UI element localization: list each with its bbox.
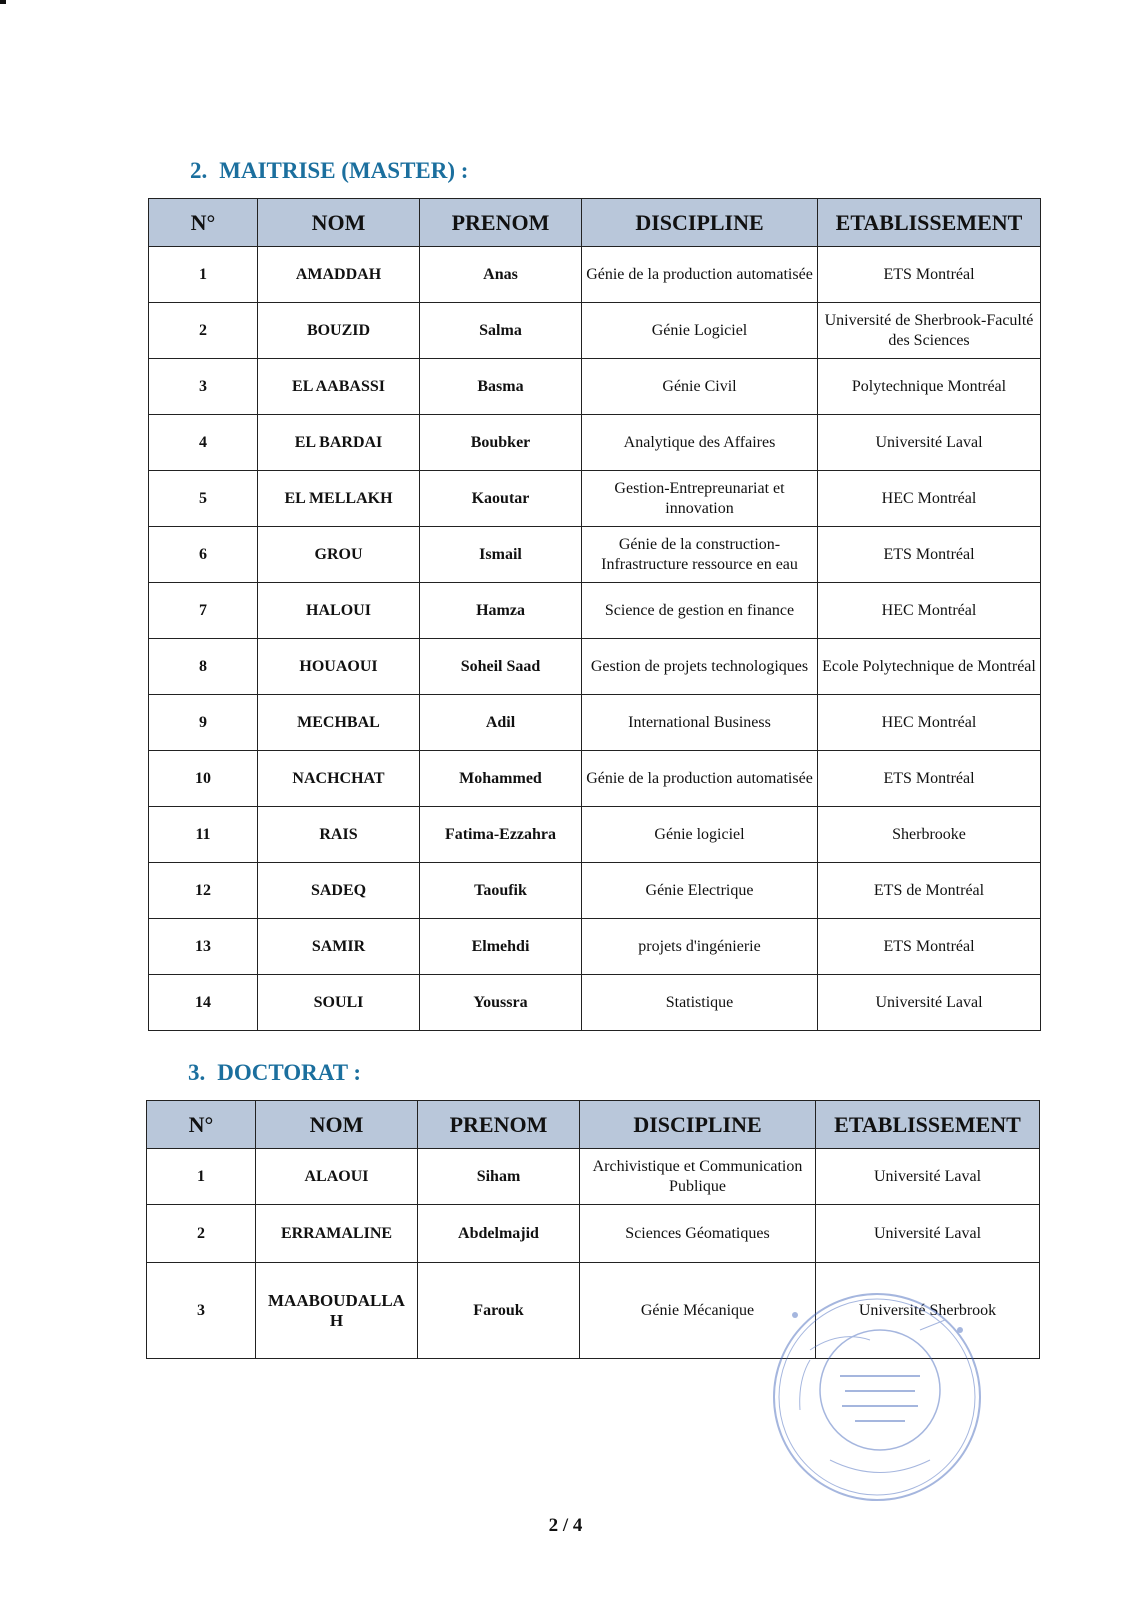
row-etablissement: Université Laval (818, 975, 1041, 1031)
row-discipline: Génie de la production automatisée (582, 247, 818, 303)
row-prenom: Elmehdi (420, 919, 582, 975)
row-nom: SOULI (258, 975, 420, 1031)
row-number: 8 (149, 639, 258, 695)
row-nom: MECHBAL (258, 695, 420, 751)
row-discipline: Analytique des Affaires (582, 415, 818, 471)
row-nom: EL MELLAKH (258, 471, 420, 527)
row-number: 3 (149, 359, 258, 415)
row-number: 4 (149, 415, 258, 471)
column-header-prenom: PRENOM (420, 199, 582, 247)
master-section-number: 2. (190, 158, 208, 183)
row-prenom: Ismail (420, 527, 582, 583)
row-etablissement: HEC Montréal (818, 583, 1041, 639)
table-row (149, 807, 1041, 863)
row-prenom: Taoufik (420, 863, 582, 919)
master-header-row (149, 199, 1041, 247)
row-prenom: Kaoutar (420, 471, 582, 527)
row-nom: EL BARDAI (258, 415, 420, 471)
row-etablissement: Sherbrooke (818, 807, 1041, 863)
row-etablissement: ETS Montréal (818, 527, 1041, 583)
official-seal-icon (770, 1290, 985, 1505)
row-prenom: Farouk (418, 1263, 580, 1359)
row-nom: HOUAOUI (258, 639, 420, 695)
row-number: 6 (149, 527, 258, 583)
column-header-prenom: PRENOM (418, 1101, 580, 1149)
row-number: 2 (149, 303, 258, 359)
doctorat-header-row (147, 1101, 1040, 1149)
row-etablissement: Université Laval (816, 1205, 1040, 1263)
row-etablissement: HEC Montréal (818, 695, 1041, 751)
doctorat-section-heading (188, 1060, 361, 1086)
row-discipline: Archivistique et Communication Publique (580, 1149, 816, 1205)
table-row (149, 303, 1041, 359)
row-prenom: Boubker (420, 415, 582, 471)
row-etablissement: Ecole Polytechnique de Montréal (818, 639, 1041, 695)
row-nom: EL AABASSI (258, 359, 420, 415)
doctorat-section-number: 3. (188, 1060, 206, 1085)
row-prenom: Soheil Saad (420, 639, 582, 695)
table-row (147, 1205, 1040, 1263)
row-number: 12 (149, 863, 258, 919)
row-number: 5 (149, 471, 258, 527)
column-header-number: N° (147, 1101, 256, 1149)
row-etablissement: ETS Montréal (818, 247, 1041, 303)
table-row (149, 639, 1041, 695)
column-header-discipline: DISCIPLINE (580, 1101, 816, 1149)
table-row (149, 919, 1041, 975)
column-header-etablissement: ETABLISSEMENT (816, 1101, 1040, 1149)
row-etablissement: Université de Sherbrook-Faculté des Sciences (818, 303, 1041, 359)
row-number: 9 (149, 695, 258, 751)
column-header-nom: NOM (258, 199, 420, 247)
row-etablissement: Université Laval (818, 415, 1041, 471)
row-nom: ALAOUI (256, 1149, 418, 1205)
row-nom: AMADDAH (258, 247, 420, 303)
row-etablissement: ETS Montréal (818, 751, 1041, 807)
table-row (147, 1149, 1040, 1205)
table-row (149, 751, 1041, 807)
row-etablissement: ETS Montréal (818, 919, 1041, 975)
column-header-discipline: DISCIPLINE (582, 199, 818, 247)
row-discipline: Gestion de projets technologiques (582, 639, 818, 695)
master-section-title: MAITRISE (MASTER) : (219, 158, 469, 183)
row-nom: SAMIR (258, 919, 420, 975)
row-discipline: Statistique (582, 975, 818, 1031)
row-discipline: projets d'ingénierie (582, 919, 818, 975)
row-prenom: Salma (420, 303, 582, 359)
table-row (149, 583, 1041, 639)
row-number: 10 (149, 751, 258, 807)
row-discipline: Génie logiciel (582, 807, 818, 863)
row-nom: BOUZID (258, 303, 420, 359)
table-row (149, 247, 1041, 303)
row-number: 11 (149, 807, 258, 863)
row-discipline: International Business (582, 695, 818, 751)
row-etablissement: Polytechnique Montréal (818, 359, 1041, 415)
doctorat-section-title: DOCTORAT : (217, 1060, 362, 1085)
page-number: 2 / 4 (548, 1515, 583, 1536)
row-prenom: Hamza (420, 583, 582, 639)
table-row (149, 415, 1041, 471)
row-etablissement: HEC Montréal (818, 471, 1041, 527)
row-discipline: Génie Civil (582, 359, 818, 415)
row-prenom: Fatima-Ezzahra (420, 807, 582, 863)
column-header-nom: NOM (256, 1101, 418, 1149)
row-discipline: Génie de la production automatisée (582, 751, 818, 807)
row-etablissement: Université Laval (816, 1149, 1040, 1205)
row-number: 3 (147, 1263, 256, 1359)
row-discipline: Génie Electrique (582, 863, 818, 919)
row-discipline: Gestion-Entrepreunariat et innovation (582, 471, 818, 527)
row-number: 7 (149, 583, 258, 639)
row-discipline: Génie de la construction-Infrastructure ressource en eau (582, 527, 818, 583)
row-discipline: Sciences Géomatiques (580, 1205, 816, 1263)
row-etablissement: ETS de Montréal (818, 863, 1041, 919)
row-discipline: Génie Mécanique (580, 1263, 816, 1359)
row-nom: NACHCHAT (258, 751, 420, 807)
column-header-etablissement: ETABLISSEMENT (818, 199, 1041, 247)
row-prenom: Adil (420, 695, 582, 751)
row-nom: GROU (258, 527, 420, 583)
row-prenom: Mohammed (420, 751, 582, 807)
row-nom: MAABOUDALLA H (256, 1263, 418, 1359)
row-number: 13 (149, 919, 258, 975)
row-discipline: Science de gestion en finance (582, 583, 818, 639)
row-discipline: Génie Logiciel (582, 303, 818, 359)
table-row (149, 695, 1041, 751)
table-row (149, 527, 1041, 583)
row-prenom: Youssra (420, 975, 582, 1031)
table-row (149, 359, 1041, 415)
row-nom: HALOUI (258, 583, 420, 639)
table-row (149, 975, 1041, 1031)
row-number: 2 (147, 1205, 256, 1263)
column-header-number: N° (149, 199, 258, 247)
row-prenom: Siham (418, 1149, 580, 1205)
row-prenom: Abdelmajid (418, 1205, 580, 1263)
row-nom: SADEQ (258, 863, 420, 919)
row-number: 1 (149, 247, 258, 303)
row-nom: ERRAMALINE (256, 1205, 418, 1263)
scan-corner-mark (0, 0, 6, 4)
row-number: 14 (149, 975, 258, 1031)
row-nom: RAIS (258, 807, 420, 863)
row-number: 1 (147, 1149, 256, 1205)
table-row (149, 863, 1041, 919)
master-students-table (148, 198, 1041, 1031)
row-etablissement: Université Sherbrook (816, 1263, 1040, 1359)
row-prenom: Anas (420, 247, 582, 303)
table-row (149, 471, 1041, 527)
row-prenom: Basma (420, 359, 582, 415)
master-section-heading (190, 158, 468, 184)
